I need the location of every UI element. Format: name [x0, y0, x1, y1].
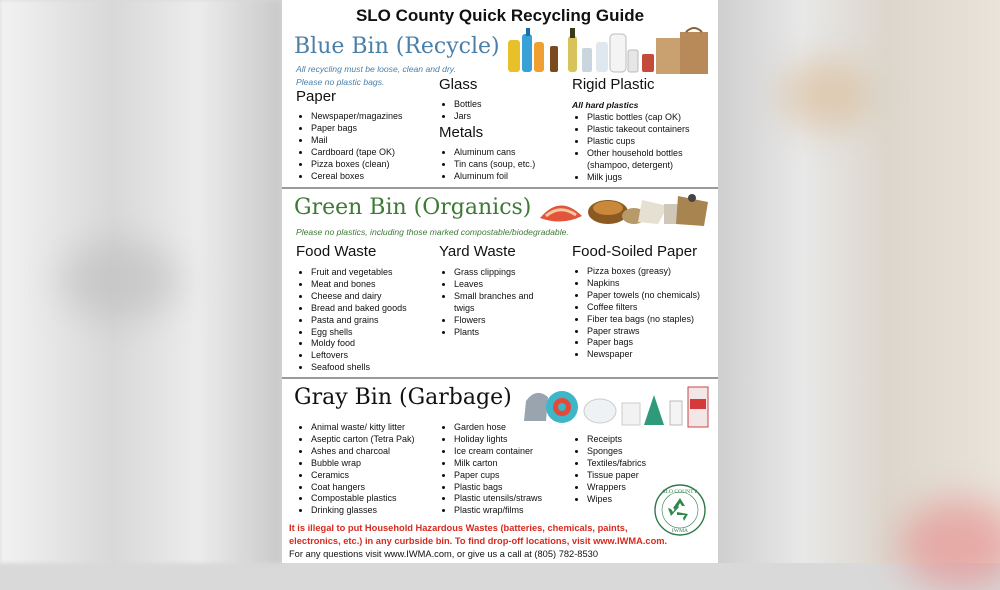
list-item: • Fruit and vegetables [311, 267, 407, 279]
rigid-plastic-list [573, 112, 690, 183]
list-item: • Receipts [587, 434, 646, 446]
gray-bin-list-3 [573, 434, 646, 505]
blue-bin-note-line: Please no plastic bags. [296, 77, 385, 87]
list-item: • Milk carton [454, 458, 542, 470]
background-blob [60, 240, 180, 320]
rigid-plastic-heading: Rigid Plastic [572, 76, 655, 93]
list-item: • Plastic utensils/straws [454, 493, 542, 505]
list-item: • Aluminum cans [454, 147, 535, 159]
list-item: • Seafood shells [311, 362, 407, 374]
list-item: • Plastic wrap/films [454, 505, 542, 517]
recyclables-illustration [504, 24, 716, 78]
list-item: • Napkins [587, 278, 700, 290]
list-item: • Cheese and dairy [311, 291, 407, 303]
background-blob [900, 500, 1000, 590]
paper-list [297, 111, 403, 182]
list-item: • Drinking glasses [311, 505, 415, 517]
logo-top-text: SLO COUNTY [662, 489, 698, 495]
list-item-text: twigs [454, 302, 475, 313]
list-item: • Aseptic carton (Tetra Pak) [311, 434, 415, 446]
list-item: • Coffee filters [587, 302, 700, 314]
list-item: • Ceramics [311, 470, 415, 482]
list-item: • Pizza boxes (greasy) [587, 266, 700, 278]
list-item: • Pasta and grains [311, 315, 407, 327]
list-item: • Plants [454, 327, 534, 339]
list-item: • Sponges [587, 446, 646, 458]
warning-line: It is illegal to put Household Hazardous Wastes (batteries, chemicals, paints, [289, 523, 628, 533]
gray-bin-list-1 [297, 422, 415, 517]
list-item-text: (shampoo, detergent) [587, 159, 674, 170]
list-item: • Textiles/fabrics [587, 458, 646, 470]
blue-bin-title: Blue Bin (Recycle) [294, 34, 500, 59]
list-item: • Paper bags [587, 337, 700, 349]
list-item: • Milk jugs [587, 172, 690, 184]
food-soiled-paper-heading: Food-Soiled Paper [572, 243, 698, 260]
list-item: • Fiber tea bags (no staples) [587, 314, 700, 326]
green-bin-title: Green Bin (Organics) [294, 195, 532, 220]
yard-waste-list [440, 267, 534, 338]
list-item: • Moldy food [311, 338, 407, 350]
recycling-guide-card [282, 0, 718, 563]
list-item [587, 148, 690, 172]
list-item: • Paper towels (no chemicals) [587, 290, 700, 302]
gray-bin-title: Gray Bin (Garbage) [294, 385, 512, 410]
list-item: • Plastic bags [454, 482, 542, 494]
warning-line: electronics, etc.) in any curbside bin. To find drop-off locations, visit www.IWMA.com. [289, 535, 668, 546]
list-item: • Plastic bottles (cap OK) [587, 112, 690, 124]
background-blob [780, 60, 870, 130]
list-item: • Pizza boxes (clean) [311, 159, 403, 171]
list-item: • Bread and baked goods [311, 303, 407, 315]
list-item: • Compostable plastics [311, 493, 415, 505]
contact-info: For any questions visit www.IWMA.com, or give us a call at (805) 782-8530 [289, 549, 598, 559]
list-item: • Garden hose [454, 422, 542, 434]
organics-illustration [538, 188, 714, 230]
list-item: • Aluminum foil [454, 171, 535, 183]
list-item: • Ashes and charcoal [311, 446, 415, 458]
list-item: • Newspaper/magazines [311, 111, 403, 123]
list-item: • Grass clippings [454, 267, 534, 279]
list-item: • Holiday lights [454, 434, 542, 446]
glass-list [440, 99, 482, 123]
list-item: • Meat and bones [311, 279, 407, 291]
list-item: • Newspaper [587, 349, 700, 361]
blue-bin-note [296, 63, 456, 89]
yard-waste-heading: Yard Waste [439, 243, 516, 260]
list-item: • Bubble wrap [311, 458, 415, 470]
glass-heading: Glass [439, 76, 478, 93]
list-item: • Tin cans (soup, etc.) [454, 159, 535, 171]
list-item: • Coat hangers [311, 482, 415, 494]
section-divider [282, 377, 718, 379]
gray-bin-list-2 [440, 422, 542, 517]
garbage-illustration [518, 381, 714, 429]
list-item: • Egg shells [311, 327, 407, 339]
logo-bottom-text: IWMA [671, 528, 689, 534]
list-item: • Bottles [454, 99, 482, 111]
food-soiled-paper-list [573, 266, 700, 361]
hazardous-waste-warning [289, 522, 714, 547]
list-item: • Wipes [587, 494, 646, 506]
blue-bin-note-line: All recycling must be loose, clean and dry. [296, 64, 456, 74]
list-item: • Jars [454, 111, 482, 123]
list-item: • Leftovers [311, 350, 407, 362]
list-item-text: Small branches and [454, 290, 534, 301]
list-item: • Mail [311, 135, 403, 147]
list-item: • Ice cream container [454, 446, 542, 458]
list-item: • Tissue paper [587, 470, 646, 482]
list-item: • Plastic takeout containers [587, 124, 690, 136]
metals-list [440, 147, 535, 183]
rigid-plastic-subheading: All hard plastics [572, 100, 639, 110]
food-waste-heading: Food Waste [296, 243, 377, 260]
list-item: • Paper straws [587, 326, 700, 338]
list-item-text: Other household bottles [587, 147, 683, 158]
list-item: • Plastic cups [587, 136, 690, 148]
list-item: • Cardboard (tape OK) [311, 147, 403, 159]
paper-heading: Paper [296, 88, 337, 105]
list-item: • Cereal boxes [311, 171, 403, 183]
metals-heading: Metals [439, 124, 484, 141]
list-item [454, 291, 534, 315]
list-item: • Flowers [454, 315, 534, 327]
food-waste-list [297, 267, 407, 374]
list-item: • Paper cups [454, 470, 542, 482]
list-item: • Wrappers [587, 482, 646, 494]
guide-title: SLO County Quick Recycling Guide [355, 6, 645, 25]
list-item: • Paper bags [311, 123, 403, 135]
green-bin-note: Please no plastics, including those marked compostable/biodegradable. [296, 227, 569, 237]
list-item: • Animal waste/ kitty litter [311, 422, 415, 434]
list-item: • Leaves [454, 279, 534, 291]
